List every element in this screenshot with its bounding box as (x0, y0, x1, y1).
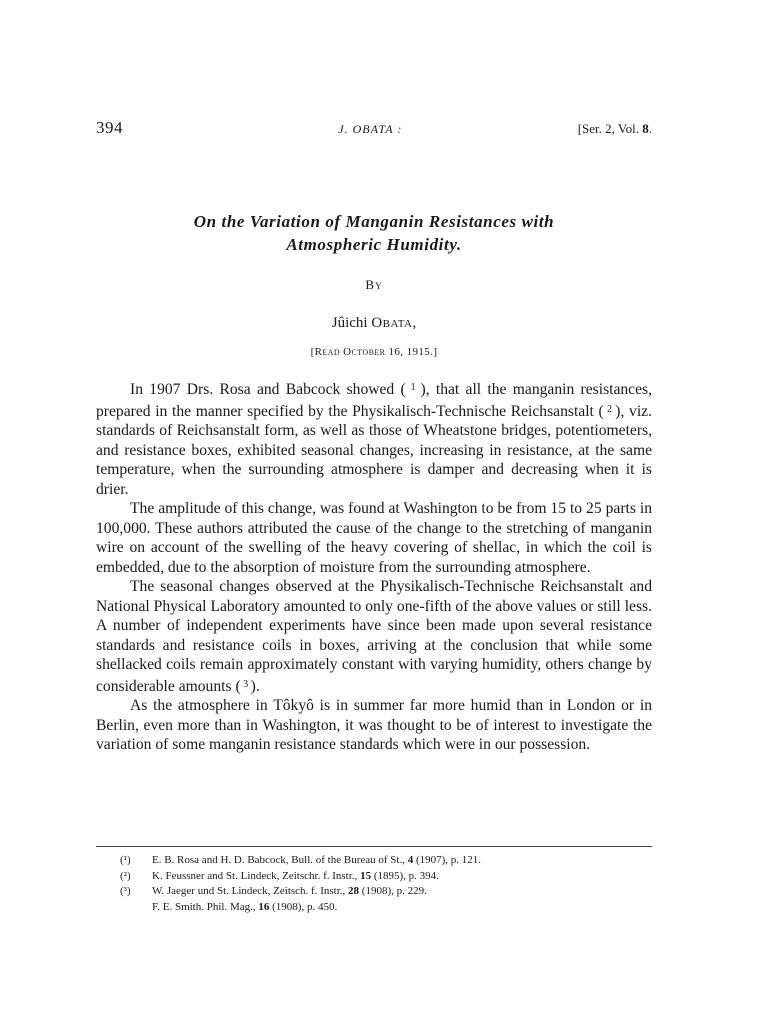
series-suffix: . (648, 121, 652, 136)
footnote-citation-tail: (1908), p. 229. (359, 885, 427, 897)
footnote-citation: E. B. Rosa and H. D. Babcock, Bull. of the Bureau of St., (152, 854, 408, 866)
read-notice (96, 346, 652, 358)
footnote-mark: (³) (120, 885, 131, 897)
by-label: By (365, 277, 383, 292)
footnote-text (152, 869, 439, 885)
footnote-volume: 16 (258, 900, 270, 913)
footnotes (120, 853, 652, 915)
series-volume-number: 8 (642, 121, 649, 136)
footnote-citation: W. Jaeger und St. Lindeck, Zeitsch. f. Instr., (152, 885, 349, 897)
footnote-citation-tail: (1895), p. 394. (371, 869, 439, 882)
paragraph-1-part-c: ), viz. standards of Reichsanstalt form, as well as those of Wheatstone bridges, potentiometers, and resistance boxes, exhibited seasonal changes, increasing in resistance, at the same temperature, when the surrounding atmosphere is damper and decreasing when it is drier. (96, 402, 652, 498)
paragraph-2: The amplitude of this change, was found at Washington to be from 15 to 25 parts in 100,000. These authors attributed the cause of the change to the stretching of manganin wire on account of the swelling of the heavy covering of shellac, in which the coil is embedded, due to the absorption of moisture from the surrounding atmosphere. (96, 500, 652, 576)
series-volume (578, 121, 652, 137)
paragraph-3-part-b: ). (250, 677, 260, 695)
footnote-1 (120, 853, 652, 869)
author-surname: Obata (371, 315, 413, 331)
read-label: Read October (314, 346, 386, 358)
paragraph-4: As the atmosphere in Tôkyô is in summer far more humid than in London or in Berlin, even more than in Washington, it was thought to be of interest to investigate the variation of some manganin resistance standards which were in our possession. (96, 697, 652, 753)
paper-title (96, 210, 652, 256)
paragraph-3 (96, 577, 652, 696)
running-head-author: J. OBATA : (338, 122, 403, 136)
running-head (96, 118, 652, 138)
footnote-3-continuation (120, 900, 652, 916)
footnote-ref-1[interactable]: 1 (405, 382, 421, 393)
footnote-citation-tail: (1907), p. 121. (413, 854, 482, 866)
footnote-mark: (²) (120, 869, 131, 882)
footnote-citation-tail: (1908), p. 450. (269, 900, 338, 913)
author-given-name: Jûichi (331, 315, 372, 331)
read-open: [ (310, 346, 315, 358)
footnote-citation: K. Feussner and St. Lindeck, Zeitschr. f. Instr., (152, 869, 361, 882)
read-date: 16, 1915.] (385, 346, 438, 358)
series-prefix: [Ser. 2, Vol. (577, 121, 643, 136)
footnote-volume: 4 (407, 854, 414, 866)
footnote-2 (120, 869, 652, 885)
footnote-mark: (¹) (120, 854, 131, 866)
title-line-2: Atmospheric Humidity. (286, 235, 462, 254)
footnote-volume: 28 (348, 885, 360, 897)
paragraph-1 (96, 378, 652, 499)
footnote-3 (120, 884, 652, 900)
footnote-volume: 15 (360, 869, 372, 882)
footnote-ref-3[interactable]: 3 (240, 678, 251, 690)
footnote-divider (96, 846, 652, 847)
footnote-text (152, 884, 427, 900)
footnote-ref-2[interactable]: 2 (603, 403, 616, 415)
paragraph-1-part-a: In 1907 Drs. Rosa and Babcock showed ( (130, 381, 406, 398)
body-text (96, 378, 652, 755)
page-number: 394 (96, 118, 123, 137)
author-suffix: , (412, 315, 417, 331)
paragraph-3-part-a: The seasonal changes observed at the Physikalisch-Technische Reichsanstalt and National Physical Laboratory amounted to only one-fifth of the above values or still less. A number of independent experiments have since been made upon several resistance standards and resistance coils in boxes, arriving at the conclusion that while some shellacked coils remain approximately constant with varying humidity, others change by considerable amounts ( (96, 578, 652, 695)
footnote-text (152, 853, 481, 869)
author-name (96, 315, 652, 332)
footnote-citation: F. E. Smith. Phil. Mag., (152, 900, 259, 913)
title-line-1: On the Variation of Manganin Resistances with (193, 212, 555, 231)
paragraph-1-part-b: ), that all the manganin resistances, prepared in the manner specified by the Physikalisch-Technische Reichsanstalt ( (96, 381, 652, 420)
